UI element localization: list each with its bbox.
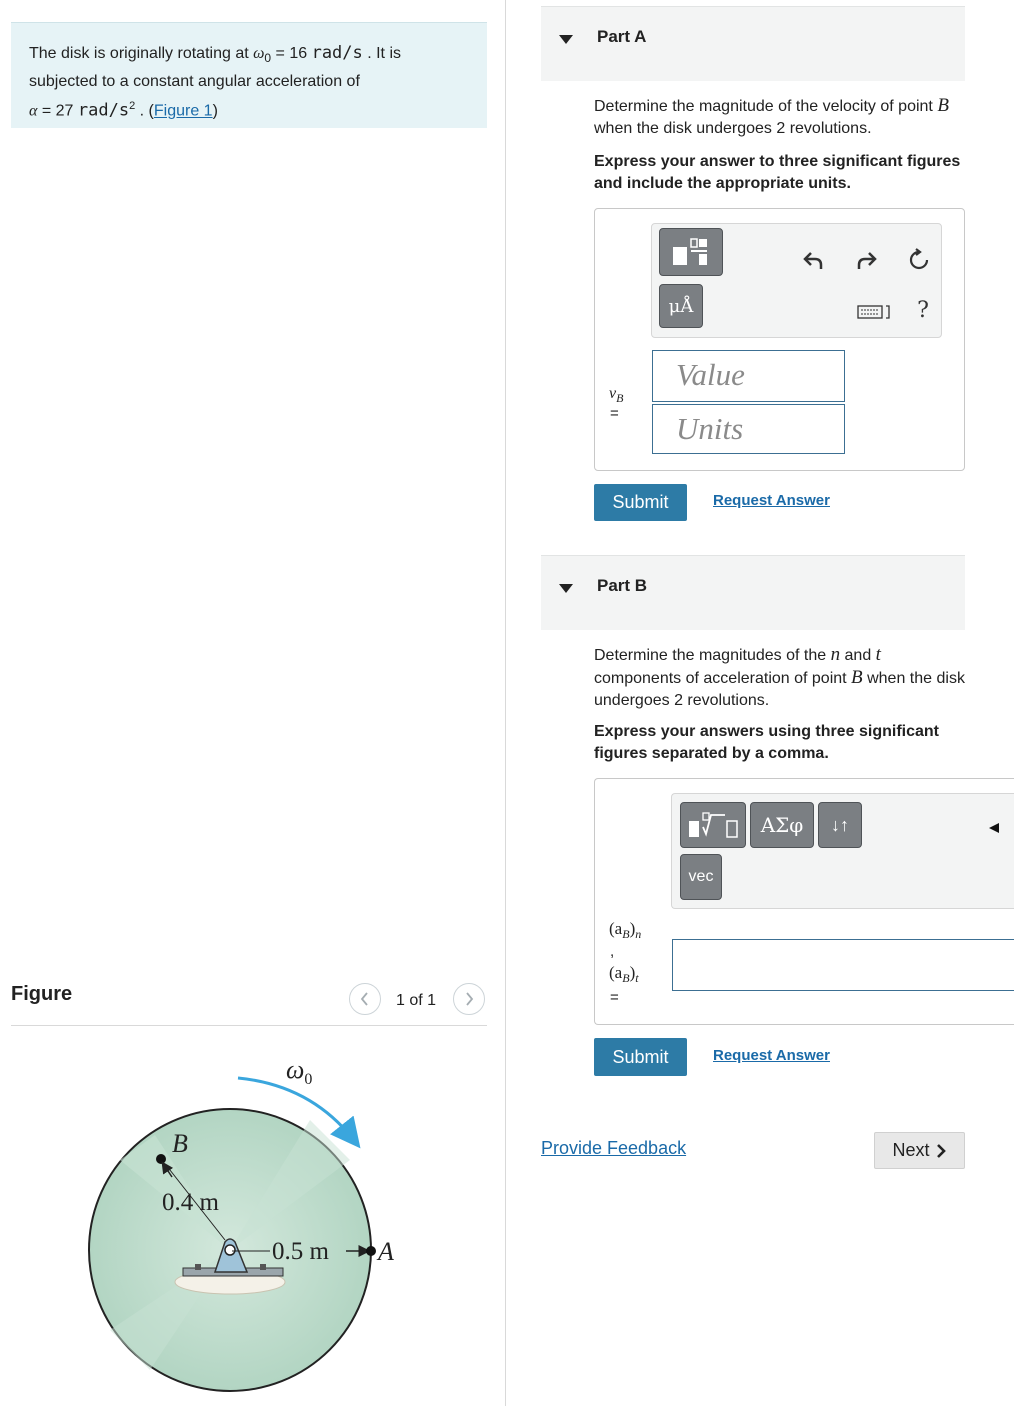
radius-b-label: 0.4 m [162, 1189, 219, 1216]
point-b-label: B [172, 1129, 188, 1158]
templates-icon [687, 811, 739, 839]
problem-text: . It is subjected to a constant angular acceleration of [29, 45, 401, 91]
help-button[interactable]: ? [917, 297, 929, 323]
column-divider [505, 0, 506, 1406]
comma-separator: , [610, 943, 615, 960]
problem-text: The disk is originally rotating at [29, 45, 254, 62]
part-a-submit-button[interactable]: Submit [594, 484, 687, 521]
figure-link[interactable]: Figure 1 [153, 102, 213, 120]
undo-icon [987, 821, 1001, 835]
value-placeholder: Value [676, 357, 745, 392]
chevron-right-icon [464, 992, 474, 1006]
templates-button[interactable] [680, 802, 746, 848]
templates-icon [671, 237, 711, 267]
part-b-submit-button[interactable]: Submit [594, 1038, 687, 1076]
alpha-symbol: α [29, 102, 38, 120]
abt-label: $(a_B)_t$ [609, 963, 639, 985]
omega-symbol: ω [253, 45, 265, 62]
collapse-triangle-icon [559, 584, 573, 593]
redo-button[interactable] [852, 248, 880, 272]
part-b-title: Part B [597, 576, 648, 595]
point-a-label: A [378, 1237, 394, 1266]
part-b-question: Determine the magnitudes of the n and t components of acceleration of point B when the disk undergoes 2 revolutions. [594, 644, 965, 709]
next-label: Next [892, 1140, 930, 1160]
figure-pager: 1 of 1 [396, 992, 437, 1009]
chevron-left-icon [360, 992, 370, 1006]
part-b-answer-input[interactable] [672, 939, 1014, 991]
templates-button[interactable] [659, 228, 723, 276]
problem-text: . ( [135, 102, 154, 120]
value-input[interactable] [652, 350, 845, 402]
undo-button[interactable] [800, 248, 828, 272]
problem-statement [11, 22, 487, 128]
units-input[interactable] [652, 404, 845, 454]
part-a-question: Determine the magnitude of the velocity of point B when the disk undergoes 2 revolutions. [594, 95, 949, 137]
part-b-answer-box [594, 778, 1014, 1025]
alpha-value: = 27 [37, 102, 78, 120]
vb-label: $v_B$ [609, 385, 624, 406]
omega-unit: rad/s [311, 43, 363, 63]
chevron-right-icon [935, 1143, 947, 1159]
redo-icon [855, 250, 877, 270]
part-a-instruction: Express your answer to three significant figures and include the appropriate units. [594, 153, 961, 192]
part-b-request-answer-link[interactable]: Request Answer [713, 1047, 830, 1064]
undo-button[interactable] [984, 818, 1004, 838]
arrows-button[interactable]: ↓↑ [818, 802, 862, 848]
part-a-toolbar [651, 223, 942, 338]
keyboard-button[interactable] [856, 300, 892, 324]
part-a-title: Part A [597, 27, 647, 46]
part-a-header[interactable] [541, 6, 965, 81]
figure-divider [11, 1025, 487, 1026]
part-a-request-answer-link[interactable]: Request Answer [713, 492, 830, 509]
alpha-unit-exponent: 2 [129, 100, 136, 113]
units-button[interactable]: μÅ [659, 284, 703, 328]
collapse-triangle-icon [559, 35, 573, 44]
omega-label: $\omega_0$ [286, 1055, 313, 1088]
point-a [366, 1246, 376, 1256]
disk-figure [60, 1040, 460, 1400]
point-b [156, 1154, 166, 1164]
next-button[interactable] [874, 1132, 965, 1169]
part-b-header[interactable] [541, 555, 965, 630]
figure-prev-button[interactable] [349, 983, 381, 1015]
undo-icon [803, 250, 825, 270]
figure-next-button[interactable] [453, 983, 485, 1015]
part-b-instruction: Express your answers using three significant figures separated by a comma. [594, 723, 939, 762]
keyboard-icon [857, 304, 891, 320]
greek-symbols-button[interactable]: ΑΣφ [750, 802, 814, 848]
omega-value: = 16 [271, 45, 312, 62]
abn-label: $(a_B)_n$ [609, 919, 642, 941]
part-a-answer-box [594, 208, 965, 471]
part-b-toolbar [671, 793, 1014, 909]
problem-text: ) [212, 102, 218, 120]
radius-a-label: 0.5 m [272, 1238, 329, 1265]
provide-feedback-link[interactable]: Provide Feedback [541, 1138, 687, 1158]
vb-equals: = [610, 405, 619, 422]
reset-button[interactable] [904, 246, 934, 274]
figure-label: Figure [11, 983, 73, 1005]
vec-button[interactable]: vec [680, 854, 722, 900]
reset-icon [907, 248, 931, 272]
ab-equals: = [610, 989, 619, 1006]
units-placeholder: Units [676, 411, 744, 446]
alpha-unit: rad/s [77, 100, 130, 121]
omega-subscript: 0 [264, 51, 272, 66]
